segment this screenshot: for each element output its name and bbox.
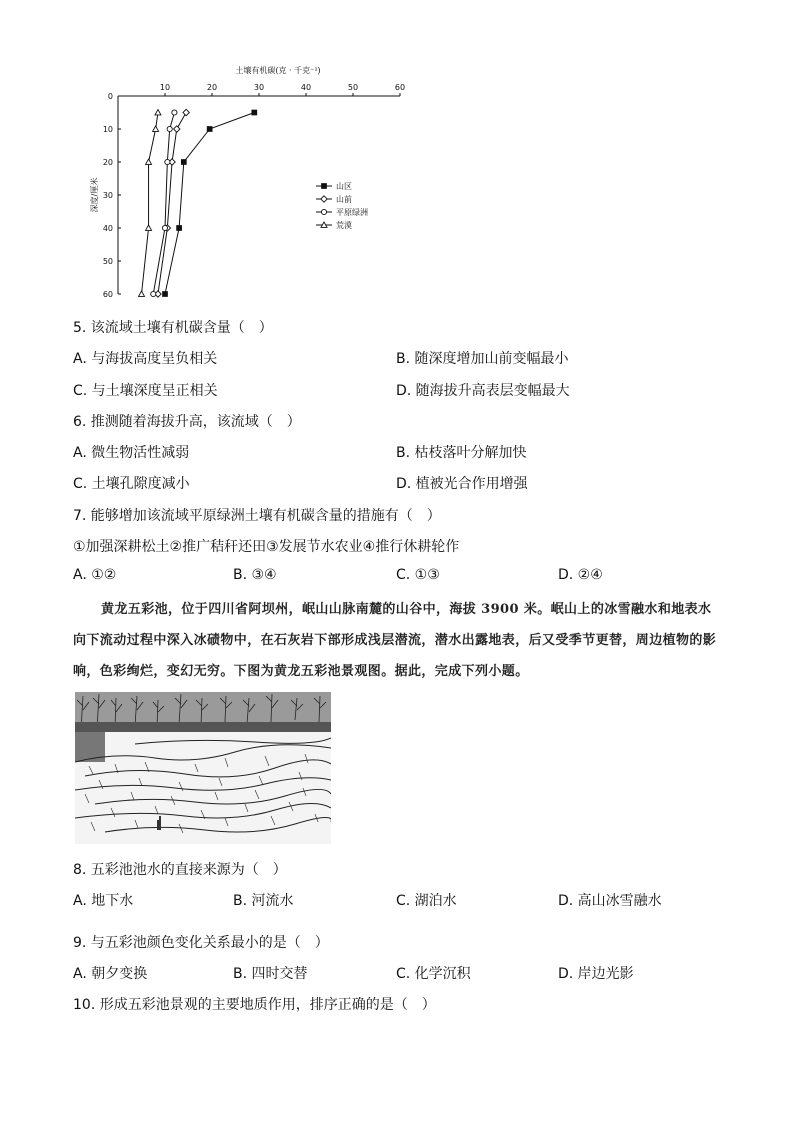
- data-point-triangle: [155, 110, 161, 115]
- x-tick-label: 40: [300, 83, 312, 92]
- question-10-stem: 10. 形成五彩池景观的主要地质作用，排序正确的是（ ）: [73, 997, 436, 1013]
- legend-label: 山区: [336, 182, 352, 191]
- y-tick-label: 10: [102, 125, 113, 134]
- data-point-triangle: [146, 225, 152, 230]
- data-point-circle: [162, 225, 167, 230]
- q7-option-b[interactable]: B. ③④: [233, 567, 277, 583]
- x-tick-label: 10: [159, 83, 171, 92]
- series-line: [165, 113, 254, 295]
- q8-option-d[interactable]: D. 高山冰雪融水: [558, 893, 662, 909]
- reading-passage: 黄龙五彩池，位于四川省阿坝州，岷山山脉南麓的山谷中，海拔 3900 米。岷山上的冰雪融水和地表水向下流动过程中深入冰碛物中，在石灰岩下部形成浅层潜流，潜水出露地表，后又受季节更替，周边植物的影响，色彩绚烂，变幻无穷。下图为黄龙五彩池景观图。据此，完成下列小题。: [73, 602, 717, 679]
- legend-label: 荒漠: [336, 221, 352, 230]
- q8-option-a[interactable]: A. 地下水: [73, 893, 134, 909]
- q9-option-a[interactable]: A. 朝夕变换: [73, 966, 148, 982]
- x-tick-label: 20: [206, 83, 218, 92]
- data-point-circle: [172, 110, 177, 115]
- q7-option-c[interactable]: C. ①③: [396, 567, 440, 583]
- data-point-diamond: [321, 196, 327, 202]
- wucaichi-landscape-image: [75, 692, 331, 844]
- y-tick-label: 50: [102, 257, 113, 266]
- data-point-diamond: [174, 126, 180, 132]
- question-6-stem: 6. 推测随着海拔升高，该流域（ ）: [73, 414, 301, 430]
- q6-option-b[interactable]: B. 枯枝落叶分解加快: [396, 445, 527, 461]
- data-point-square: [322, 184, 327, 189]
- y-tick-label: 0: [107, 92, 113, 101]
- data-point-diamond: [183, 109, 189, 115]
- y-tick-label: 60: [102, 290, 113, 299]
- y-tick-label: 20: [102, 158, 113, 167]
- x-tick-label: 30: [253, 83, 265, 92]
- question-7-stem: 7. 能够增加该流域平原绿洲土壤有机碳含量的措施有（ ）: [73, 508, 441, 524]
- q6-option-d[interactable]: D. 植被光合作用增强: [396, 476, 528, 492]
- data-point-square: [177, 226, 182, 231]
- soil-carbon-chart: [84, 60, 424, 310]
- q8-option-b[interactable]: B. 河流水: [233, 893, 294, 909]
- data-point-circle: [167, 126, 172, 131]
- q5-option-d[interactable]: D. 随海拔升高表层变幅最大: [396, 383, 570, 399]
- data-point-square: [163, 292, 168, 297]
- series-circle: [151, 110, 177, 297]
- q9-option-b[interactable]: B. 四时交替: [233, 966, 308, 982]
- data-point-square: [207, 127, 212, 132]
- q7-option-a[interactable]: A. ①②: [73, 567, 117, 583]
- data-point-square: [252, 110, 257, 115]
- x-tick-label: 50: [347, 83, 359, 92]
- data-point-circle: [151, 291, 156, 296]
- chart-title: 土壤有机碳(克 · 千克⁻¹): [235, 66, 321, 75]
- data-point-triangle: [146, 159, 152, 164]
- x-tick-label: 60: [394, 83, 406, 92]
- q9-option-d[interactable]: D. 岸边光影: [558, 966, 634, 982]
- data-point-triangle: [139, 291, 145, 296]
- series-square: [163, 110, 257, 296]
- q6-option-c[interactable]: C. 土壤孔隙度减小: [73, 476, 190, 492]
- data-point-triangle: [153, 126, 159, 131]
- series-diamond: [155, 109, 190, 297]
- q9-option-c[interactable]: C. 化学沉积: [396, 966, 471, 982]
- series-layer: [139, 109, 257, 297]
- data-point-circle: [165, 159, 170, 164]
- q8-option-c[interactable]: C. 湖泊水: [396, 893, 457, 909]
- q5-option-c[interactable]: C. 与土壤深度呈正相关: [73, 383, 218, 399]
- q5-option-b[interactable]: B. 随深度增加山前变幅最小: [396, 351, 569, 367]
- x-tick-group: [160, 83, 405, 96]
- y-axis-label: 深度/厘米: [90, 177, 99, 213]
- question-7-items: ①加强深耕松土②推广秸秆还田③发展节水农业④推行休耕轮作: [73, 539, 460, 555]
- legend-label: 平原绿洲: [336, 208, 368, 217]
- question-5-stem: 5. 该流域土壤有机碳含量（ ）: [73, 320, 273, 336]
- question-8-stem: 8. 五彩池池水的直接来源为（ ）: [73, 862, 287, 878]
- legend-label: 山前: [336, 195, 352, 204]
- question-9-stem: 9. 与五彩池颜色变化关系最小的是（ ）: [73, 935, 329, 951]
- series-line: [142, 113, 158, 295]
- data-point-circle: [321, 209, 326, 214]
- y-tick-label: 30: [102, 191, 113, 200]
- y-tick-label: 40: [102, 224, 113, 233]
- q5-option-a[interactable]: A. 与海拔高度呈负相关: [73, 351, 218, 367]
- series-line: [158, 113, 186, 295]
- data-point-square: [181, 160, 186, 165]
- chart-legend: [316, 181, 368, 230]
- q6-option-a[interactable]: A. 微生物活性减弱: [73, 445, 190, 461]
- q7-option-d[interactable]: D. ②④: [558, 567, 603, 583]
